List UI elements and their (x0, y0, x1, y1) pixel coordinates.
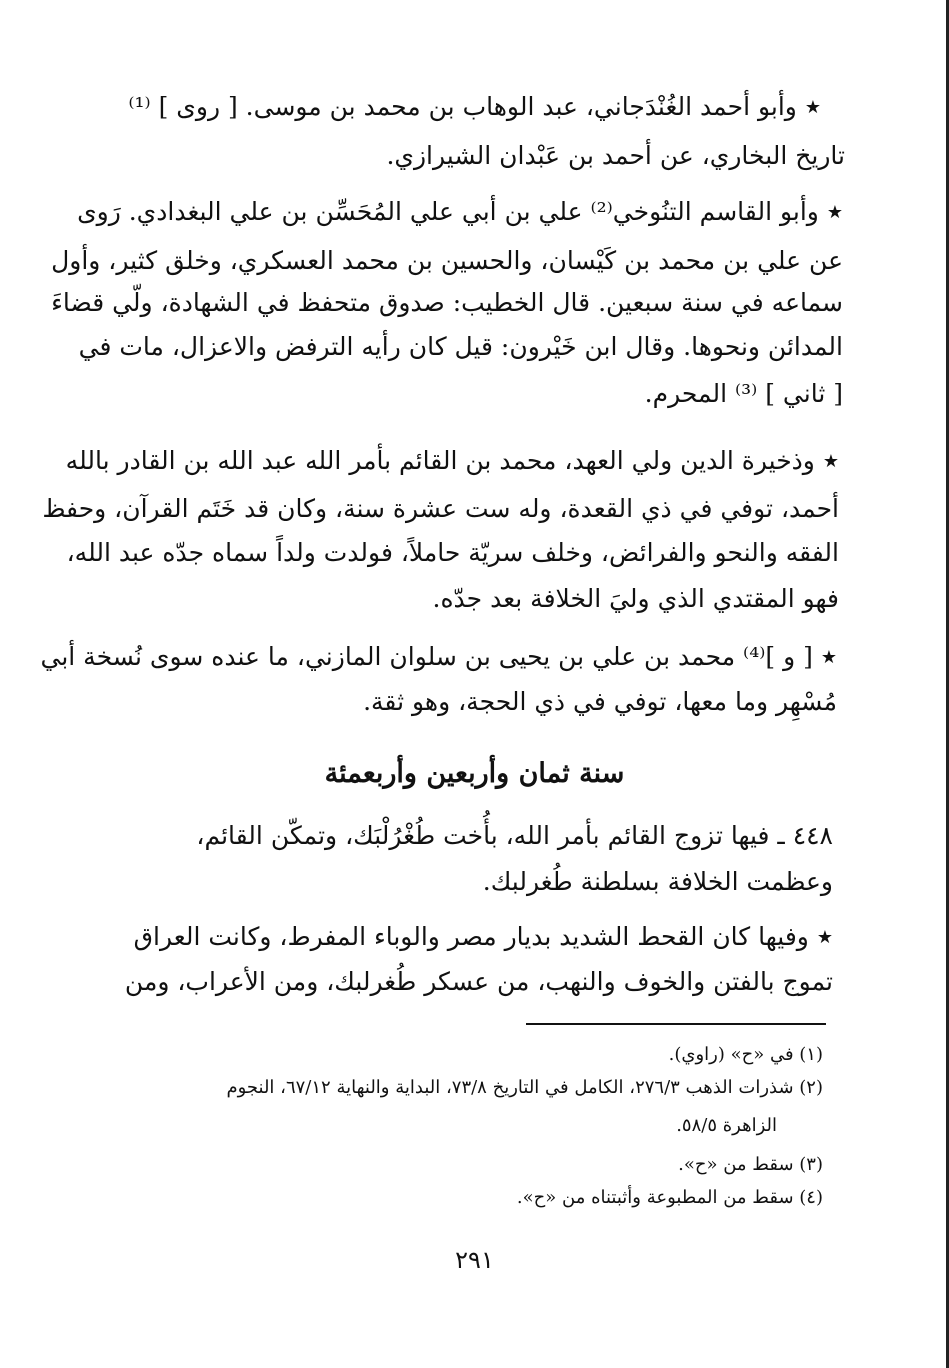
entry-tanukhi-line-4: المدائن ونحوها. وقال ابن خَيْرون: قيل كان رأيه الترفض والاعزال، مات في (78, 332, 843, 361)
footnote-1: (١) في «ح» (راوي). (668, 1044, 823, 1065)
footnote-2-continued: الزاهرة ٥٨/٥. (676, 1115, 777, 1136)
footnote-3: (٣) سقط من «ح». (678, 1154, 823, 1175)
footnote-separator (526, 1023, 826, 1025)
entry-ghundajani-line-2: تاريخ البخاري، عن أحمد بن عَبْدان الشيرازي. (386, 141, 845, 170)
entry-ghundajani-line-1: ★ وأبو أحمد الغُنْدَجاني، عبد الوهاب بن محمد بن موسى. [ روى ] ⁽¹⁾ (128, 94, 821, 119)
footnote-4: (٤) سقط من المطبوعة وأثبتناه من «ح». (516, 1187, 823, 1208)
entry-tanukhi-line-3: سماعه في سنة سبعين. قال الخطيب: صدوق متحفظ في الشهادة، ولّي قضاءَ (51, 288, 843, 317)
year-448-line-2: وعظمت الخلافة بسلطنة طُغرلبك. (482, 867, 833, 896)
entry-tanukhi-line-5: [ ثاني ] ⁽³⁾ المحرم. (644, 379, 843, 408)
footnote-2: (٢) شذرات الذهب ٢٧٦/٣، الكامل في التاريخ ٧٣/٨، البداية والنهاية ٦٧/١٢، النجوم (226, 1077, 823, 1098)
page-number: ٢٩١ (455, 1246, 494, 1274)
entry-mazini-line-2: مُسْهِر وما معها، توفي في ذي الحجة، وهو ثقة. (363, 687, 837, 716)
entry-tanukhi-line-2: عن علي بن محمد بن كَيْسان، والحسين بن محمد العسكري، وخلق كثير، وأول (51, 246, 843, 275)
entry-dhakhirat-line-3: الفقه والنحو والفرائض، وخلف سريّة حاملاً، فولدت ولداً سماه جدّه عبد الله، (66, 538, 839, 567)
entry-dhakhirat-line-4: فهو المقتدي الذي وليَ الخلافة بعد جدّه. (432, 584, 839, 613)
entry-famine-line-2: تموج بالفتن والخوف والنهب، من عسكر طُغرلبك، ومن الأعراب، ومن (124, 967, 833, 996)
entry-tanukhi-line-1: ★ وأبو القاسم التنُوخي⁽²⁾ علي بن أبي علي المُحَسِّن بن علي البغدادي. رَوى (77, 199, 843, 224)
entry-dhakhirat-line-2: أحمد، توفي في ذي القعدة، وله ست عشرة سنة، وكان قد خَتَم القرآن، وحفظ (42, 494, 839, 523)
entry-dhakhirat-line-1: ★ وذخيرة الدين ولي العهد، محمد بن القائم بأمر الله عبد الله بن القادر بالله (66, 448, 839, 473)
entry-mazini-line-1: ★ [ و ]⁽⁴⁾ محمد بن علي بن يحيى بن سلوان المازني، ما عنده سوى نُسخة أبي (40, 644, 837, 669)
section-heading: سنة ثمان وأربعين وأربعمئة (324, 758, 625, 789)
year-448-line-1: ٤٤٨ ـ فيها تزوج القائم بأمر الله، بأُخت طُغْرُلْبَك، وتمكّن القائم، (196, 821, 833, 850)
entry-famine-line-1: ★ وفيها كان القحط الشديد بديار مصر والوباء المفرط، وكانت العراق (134, 924, 833, 949)
